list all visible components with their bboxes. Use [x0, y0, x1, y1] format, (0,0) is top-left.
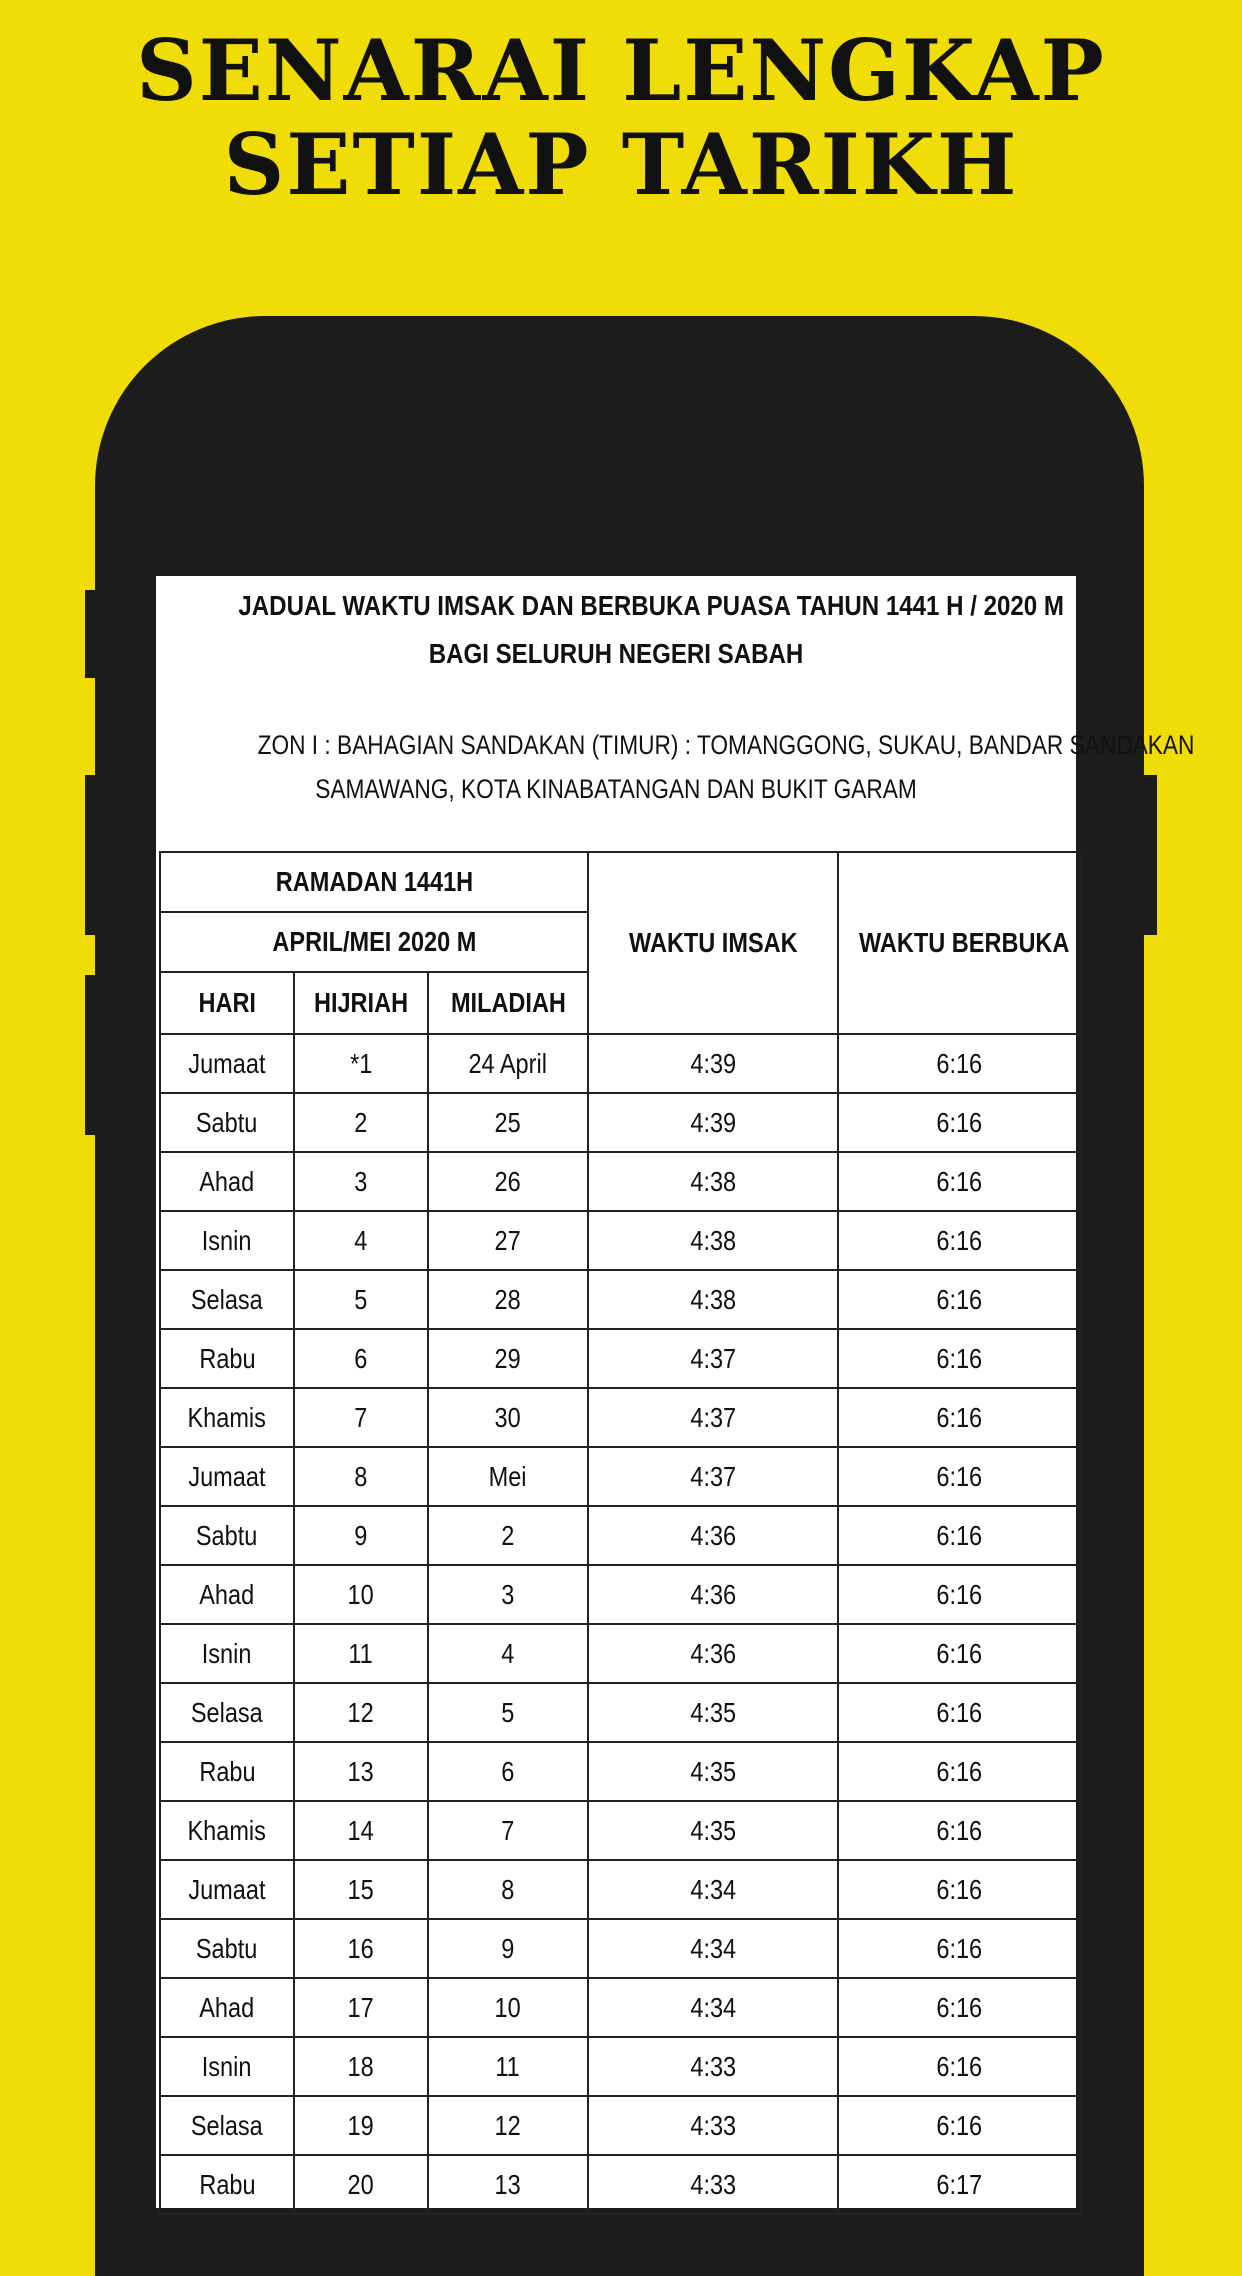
cell-berbuka: 6:16	[838, 1919, 1080, 1978]
cell-berbuka: 6:16	[838, 1329, 1080, 1388]
col-header-hijriah: HIJRIAH	[294, 972, 428, 1034]
cell-hijriah: 20	[294, 2155, 428, 2214]
cell-berbuka: 6:16	[838, 1152, 1080, 1211]
cell-hijriah: 16	[294, 1919, 428, 1978]
cell-hijriah: 10	[294, 1565, 428, 1624]
cell-berbuka: 6:16	[838, 1211, 1080, 1270]
table-row	[160, 1388, 1080, 1447]
table-row	[160, 1506, 1080, 1565]
cell-hari: Khamis	[160, 1388, 294, 1447]
cell-hijriah: 6	[294, 1329, 428, 1388]
cell-imsak: 4:34	[588, 1978, 838, 2037]
cell-hari: Ahad	[160, 1152, 294, 1211]
cell-hijriah: 3	[294, 1152, 428, 1211]
cell-hari: Ahad	[160, 1565, 294, 1624]
cell-imsak: 4:37	[588, 1447, 838, 1506]
cell-hijriah: 4	[294, 1211, 428, 1270]
cell-hari: Sabtu	[160, 1506, 294, 1565]
cell-imsak: 4:37	[588, 1329, 838, 1388]
cell-miladiah: 4	[428, 1624, 588, 1683]
cell-hijriah: 15	[294, 1860, 428, 1919]
cell-berbuka: 6:16	[838, 1388, 1080, 1447]
table-row	[160, 1447, 1080, 1506]
cell-hari: Ahad	[160, 1978, 294, 2037]
cell-miladiah: 24 April	[428, 1034, 588, 1093]
cell-imsak: 4:35	[588, 1801, 838, 1860]
cell-imsak: 4:34	[588, 1919, 838, 1978]
cell-berbuka: 6:16	[838, 1093, 1080, 1152]
zone-description-line-1: ZON I : BAHAGIAN SANDAKAN (TIMUR) : TOMANGGONG, SUKAU, BANDAR SANDAKAN	[257, 730, 1195, 760]
cell-imsak: 4:39	[588, 1034, 838, 1093]
cell-berbuka: 6:16	[838, 1447, 1080, 1506]
cell-hari: Selasa	[160, 1683, 294, 1742]
cell-hari: Jumaat	[160, 1447, 294, 1506]
cell-hijriah: 11	[294, 1624, 428, 1683]
cell-berbuka: 6:16	[838, 1683, 1080, 1742]
cell-imsak: 4:35	[588, 1742, 838, 1801]
table-row	[160, 2037, 1080, 2096]
table-row	[160, 1211, 1080, 1270]
cell-berbuka: 6:16	[838, 1978, 1080, 2037]
cell-miladiah: 25	[428, 1093, 588, 1152]
cell-berbuka: 6:16	[838, 1742, 1080, 1801]
cell-hari: Isnin	[160, 1211, 294, 1270]
table-row	[160, 2155, 1080, 2214]
cell-hari: Sabtu	[160, 1919, 294, 1978]
document-title: JADUAL WAKTU IMSAK DAN BERBUKA PUASA TAHUN 1441 H / 2020 M	[238, 590, 1064, 621]
cell-imsak: 4:36	[588, 1624, 838, 1683]
table-row	[160, 1919, 1080, 1978]
cell-miladiah: 3	[428, 1565, 588, 1624]
cell-miladiah: Mei	[428, 1447, 588, 1506]
cell-hari: Rabu	[160, 2155, 294, 2214]
cell-imsak: 4:35	[588, 1683, 838, 1742]
cell-hijriah: 7	[294, 1388, 428, 1447]
cell-miladiah: 9	[428, 1919, 588, 1978]
cell-miladiah: 5	[428, 1683, 588, 1742]
cell-hari: Selasa	[160, 1270, 294, 1329]
cell-imsak: 4:36	[588, 1506, 838, 1565]
cell-hijriah: 9	[294, 1506, 428, 1565]
table-row	[160, 1624, 1080, 1683]
cell-miladiah: 7	[428, 1801, 588, 1860]
col-header-hari: HARI	[160, 972, 294, 1034]
phone-screen[interactable]	[156, 576, 1195, 2208]
cell-miladiah: 29	[428, 1329, 588, 1388]
table-row	[160, 1329, 1080, 1388]
cell-hari: Rabu	[160, 1329, 294, 1388]
table-row	[160, 1093, 1080, 1152]
cell-imsak: 4:38	[588, 1152, 838, 1211]
table-row	[160, 1270, 1080, 1329]
cell-berbuka: 6:16	[838, 2037, 1080, 2096]
table-row	[160, 1034, 1080, 1093]
cell-imsak: 4:38	[588, 1270, 838, 1329]
cell-hari: Jumaat	[160, 1034, 294, 1093]
cell-miladiah: 30	[428, 1388, 588, 1447]
cell-berbuka: 6:16	[838, 1034, 1080, 1093]
cell-hijriah: 12	[294, 1683, 428, 1742]
cell-miladiah: 28	[428, 1270, 588, 1329]
cell-hijriah: 13	[294, 1742, 428, 1801]
cell-imsak: 4:38	[588, 1211, 838, 1270]
cell-hijriah: 17	[294, 1978, 428, 2037]
cell-miladiah: 2	[428, 1506, 588, 1565]
headline-line-2: SETIAP TARIKH	[223, 115, 1019, 214]
zone-description-line-2: SAMAWANG, KOTA KINABATANGAN DAN BUKIT GARAM	[315, 774, 917, 804]
cell-miladiah: 10	[428, 1978, 588, 2037]
table-row	[160, 1860, 1080, 1919]
header-waktu-imsak: WAKTU IMSAK	[588, 852, 838, 1034]
promo-headline	[0, 21, 1242, 214]
cell-hari: Selasa	[160, 2096, 294, 2155]
cell-berbuka: 6:16	[838, 1270, 1080, 1329]
cell-imsak: 4:33	[588, 2037, 838, 2096]
table-row	[160, 1978, 1080, 2037]
cell-imsak: 4:33	[588, 2096, 838, 2155]
document-header	[156, 576, 1195, 851]
cell-imsak: 4:37	[588, 1388, 838, 1447]
header-waktu-berbuka: WAKTU BERBUKA	[838, 852, 1080, 1034]
cell-hijriah: 18	[294, 2037, 428, 2096]
cell-miladiah: 12	[428, 2096, 588, 2155]
cell-miladiah: 27	[428, 1211, 588, 1270]
table-row	[160, 1683, 1080, 1742]
table-row	[160, 1565, 1080, 1624]
col-header-miladiah: MILADIAH	[428, 972, 588, 1034]
cell-imsak: 4:36	[588, 1565, 838, 1624]
cell-berbuka: 6:16	[838, 1624, 1080, 1683]
cell-hari: Khamis	[160, 1801, 294, 1860]
cell-berbuka: 6:16	[838, 1565, 1080, 1624]
table-row	[160, 1152, 1080, 1211]
cell-hari: Jumaat	[160, 1860, 294, 1919]
cell-hijriah: 19	[294, 2096, 428, 2155]
cell-miladiah: 13	[428, 2155, 588, 2214]
document-subtitle: BAGI SELURUH NEGERI SABAH	[428, 638, 804, 669]
table-row	[160, 2096, 1080, 2155]
table-row	[160, 1742, 1080, 1801]
header-month: APRIL/MEI 2020 M	[160, 912, 588, 972]
phone-power-button	[1143, 775, 1157, 935]
table-row	[160, 1801, 1080, 1860]
cell-hijriah: 2	[294, 1093, 428, 1152]
cell-hari: Isnin	[160, 2037, 294, 2096]
cell-berbuka: 6:16	[838, 1506, 1080, 1565]
cell-hari: Isnin	[160, 1624, 294, 1683]
cell-hijriah: 8	[294, 1447, 428, 1506]
cell-berbuka: 6:17	[838, 2155, 1080, 2214]
cell-hijriah: *1	[294, 1034, 428, 1093]
cell-hari: Rabu	[160, 1742, 294, 1801]
cell-hijriah: 14	[294, 1801, 428, 1860]
headline-line-1: SENARAI LENGKAP	[136, 21, 1106, 120]
cell-berbuka: 6:16	[838, 2096, 1080, 2155]
cell-miladiah: 8	[428, 1860, 588, 1919]
cell-berbuka: 6:16	[838, 1801, 1080, 1860]
cell-miladiah: 26	[428, 1152, 588, 1211]
cell-imsak: 4:39	[588, 1093, 838, 1152]
header-ramadan: RAMADAN 1441H	[160, 852, 588, 912]
cell-imsak: 4:33	[588, 2155, 838, 2214]
cell-miladiah: 6	[428, 1742, 588, 1801]
cell-berbuka: 6:16	[838, 1860, 1080, 1919]
cell-miladiah: 11	[428, 2037, 588, 2096]
cell-hijriah: 5	[294, 1270, 428, 1329]
cell-hari: Sabtu	[160, 1093, 294, 1152]
cell-imsak: 4:34	[588, 1860, 838, 1919]
schedule-table	[159, 851, 1081, 2215]
